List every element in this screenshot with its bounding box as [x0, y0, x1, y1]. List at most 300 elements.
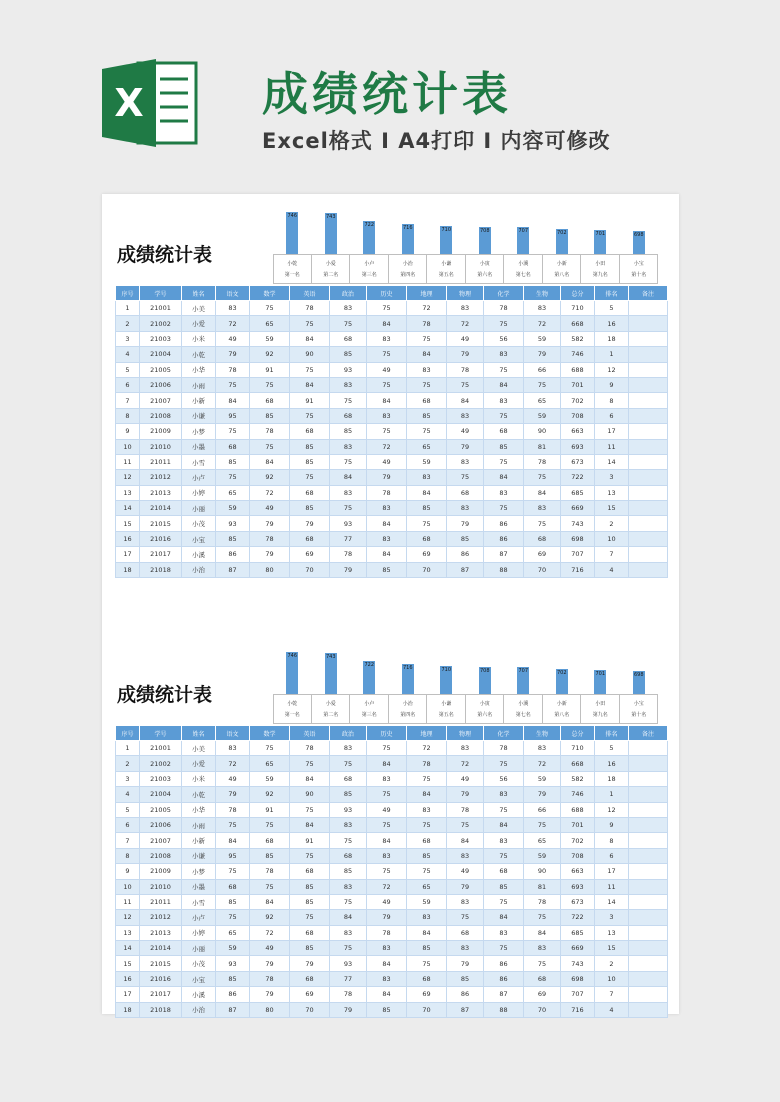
table-cell[interactable]: 68 [250, 393, 290, 408]
table-cell[interactable]: 72 [216, 316, 250, 331]
table-cell[interactable]: 84 [367, 987, 407, 1002]
table-cell[interactable]: 21005 [140, 362, 182, 377]
table-cell[interactable]: 710 [561, 741, 595, 756]
table-cell[interactable]: 3 [116, 771, 140, 786]
table-cell[interactable]: 79 [524, 787, 561, 802]
table-cell[interactable]: 93 [330, 802, 367, 817]
table-cell[interactable] [629, 1002, 668, 1017]
table-cell[interactable]: 75 [524, 470, 561, 485]
table-cell[interactable]: 75 [407, 377, 447, 392]
table-cell[interactable]: 75 [407, 771, 447, 786]
table-cell[interactable]: 663 [561, 864, 595, 879]
table-cell[interactable]: 11 [595, 439, 629, 454]
table-cell[interactable]: 93 [330, 956, 367, 971]
table-cell[interactable]: 12 [595, 362, 629, 377]
table-cell[interactable]: 72 [407, 741, 447, 756]
table-cell[interactable]: 78 [290, 741, 330, 756]
table-cell[interactable] [629, 941, 668, 956]
table-cell[interactable]: 85 [447, 531, 484, 546]
table-cell[interactable]: 79 [216, 347, 250, 362]
table-cell[interactable]: 65 [524, 833, 561, 848]
table-cell[interactable] [629, 516, 668, 531]
table-cell[interactable]: 68 [290, 485, 330, 500]
table-cell[interactable]: 85 [290, 894, 330, 909]
table-cell[interactable]: 小婷 [182, 485, 216, 500]
table-cell[interactable]: 83 [447, 501, 484, 516]
table-cell[interactable]: 746 [561, 347, 595, 362]
table-cell[interactable]: 707 [561, 987, 595, 1002]
table-cell[interactable]: 81 [524, 439, 561, 454]
table-cell[interactable]: 85 [484, 879, 524, 894]
table-cell[interactable]: 701 [561, 817, 595, 832]
table-cell[interactable]: 85 [407, 848, 447, 863]
table-cell[interactable]: 84 [290, 817, 330, 832]
table-cell[interactable] [629, 956, 668, 971]
table-cell[interactable]: 21005 [140, 802, 182, 817]
table-cell[interactable]: 85 [250, 848, 290, 863]
table-cell[interactable]: 21004 [140, 787, 182, 802]
table-cell[interactable]: 49 [447, 864, 484, 879]
table-cell[interactable]: 78 [367, 925, 407, 940]
table-cell[interactable]: 673 [561, 454, 595, 469]
table-cell[interactable]: 698 [561, 971, 595, 986]
table-cell[interactable]: 75 [250, 741, 290, 756]
table-cell[interactable]: 669 [561, 501, 595, 516]
table-cell[interactable]: 小婷 [182, 925, 216, 940]
table-cell[interactable]: 668 [561, 756, 595, 771]
table-cell[interactable]: 78 [250, 864, 290, 879]
table-cell[interactable]: 83 [367, 848, 407, 863]
table-cell[interactable]: 85 [407, 501, 447, 516]
table-cell[interactable]: 85 [216, 454, 250, 469]
table-cell[interactable]: 83 [367, 531, 407, 546]
table-cell[interactable]: 21017 [140, 987, 182, 1002]
table-cell[interactable]: 49 [367, 802, 407, 817]
table-cell[interactable]: 78 [407, 316, 447, 331]
table-cell[interactable]: 小梦 [182, 424, 216, 439]
table-cell[interactable]: 582 [561, 331, 595, 346]
table-cell[interactable]: 75 [407, 864, 447, 879]
table-cell[interactable]: 707 [561, 547, 595, 562]
table-cell[interactable]: 8 [595, 393, 629, 408]
table-cell[interactable]: 59 [524, 408, 561, 423]
table-cell[interactable]: 21008 [140, 408, 182, 423]
table-cell[interactable]: 21008 [140, 848, 182, 863]
table-cell[interactable]: 77 [330, 971, 367, 986]
table-cell[interactable]: 72 [250, 925, 290, 940]
table-cell[interactable]: 16 [116, 531, 140, 546]
table-cell[interactable]: 95 [216, 848, 250, 863]
table-cell[interactable]: 17 [116, 547, 140, 562]
table-cell[interactable]: 5 [595, 301, 629, 316]
table-cell[interactable]: 68 [290, 531, 330, 546]
table-cell[interactable]: 75 [216, 470, 250, 485]
table-cell[interactable]: 14 [116, 501, 140, 516]
table-cell[interactable]: 85 [447, 971, 484, 986]
table-cell[interactable]: 18 [116, 562, 140, 577]
table-cell[interactable]: 84 [447, 393, 484, 408]
table-cell[interactable]: 83 [447, 894, 484, 909]
table-cell[interactable]: 701 [561, 377, 595, 392]
table-cell[interactable] [629, 987, 668, 1002]
table-cell[interactable]: 83 [484, 833, 524, 848]
table-cell[interactable] [629, 424, 668, 439]
table-cell[interactable]: 1 [116, 741, 140, 756]
table-cell[interactable]: 59 [216, 941, 250, 956]
table-cell[interactable]: 93 [216, 516, 250, 531]
table-cell[interactable]: 21007 [140, 833, 182, 848]
table-cell[interactable]: 668 [561, 316, 595, 331]
table-cell[interactable]: 83 [367, 941, 407, 956]
table-cell[interactable]: 68 [290, 864, 330, 879]
table-cell[interactable]: 79 [524, 347, 561, 362]
table-cell[interactable]: 10 [116, 439, 140, 454]
table-cell[interactable]: 小爱 [182, 316, 216, 331]
table-cell[interactable]: 65 [407, 439, 447, 454]
table-cell[interactable]: 75 [216, 377, 250, 392]
table-cell[interactable]: 90 [290, 787, 330, 802]
table-cell[interactable]: 小丽 [182, 501, 216, 516]
table-cell[interactable]: 83 [524, 741, 561, 756]
table-cell[interactable]: 83 [524, 501, 561, 516]
table-cell[interactable]: 84 [407, 787, 447, 802]
table-cell[interactable] [629, 833, 668, 848]
table-cell[interactable]: 663 [561, 424, 595, 439]
table-cell[interactable]: 75 [484, 848, 524, 863]
table-cell[interactable]: 68 [407, 393, 447, 408]
table-cell[interactable]: 83 [447, 941, 484, 956]
table-cell[interactable]: 2 [116, 316, 140, 331]
table-cell[interactable]: 72 [216, 756, 250, 771]
table-cell[interactable]: 93 [330, 516, 367, 531]
table-cell[interactable]: 79 [290, 956, 330, 971]
table-cell[interactable]: 716 [561, 562, 595, 577]
table-cell[interactable]: 79 [447, 787, 484, 802]
table-cell[interactable]: 68 [524, 971, 561, 986]
table-cell[interactable]: 83 [330, 301, 367, 316]
table-cell[interactable]: 83 [330, 879, 367, 894]
table-cell[interactable]: 75 [407, 817, 447, 832]
table-cell[interactable]: 75 [216, 910, 250, 925]
table-cell[interactable]: 小米 [182, 331, 216, 346]
table-cell[interactable]: 708 [561, 408, 595, 423]
table-cell[interactable]: 59 [407, 454, 447, 469]
table-cell[interactable]: 15 [116, 956, 140, 971]
table-cell[interactable]: 21006 [140, 817, 182, 832]
table-cell[interactable]: 4 [595, 1002, 629, 1017]
table-cell[interactable]: 84 [484, 910, 524, 925]
table-cell[interactable]: 12 [595, 802, 629, 817]
table-cell[interactable]: 小溪 [182, 547, 216, 562]
table-cell[interactable]: 85 [290, 454, 330, 469]
table-cell[interactable]: 59 [524, 771, 561, 786]
table-cell[interactable]: 4 [116, 347, 140, 362]
table-cell[interactable]: 68 [216, 439, 250, 454]
table-cell[interactable]: 83 [330, 741, 367, 756]
table-cell[interactable]: 83 [447, 408, 484, 423]
table-cell[interactable] [629, 562, 668, 577]
table-cell[interactable]: 702 [561, 393, 595, 408]
table-cell[interactable]: 91 [250, 802, 290, 817]
table-cell[interactable]: 68 [484, 864, 524, 879]
table-cell[interactable]: 85 [290, 941, 330, 956]
table-cell[interactable]: 79 [367, 910, 407, 925]
table-cell[interactable]: 68 [330, 771, 367, 786]
table-cell[interactable]: 79 [290, 516, 330, 531]
table-cell[interactable]: 85 [484, 439, 524, 454]
table-cell[interactable]: 78 [330, 987, 367, 1002]
table-cell[interactable]: 702 [561, 833, 595, 848]
table-cell[interactable]: 2 [595, 956, 629, 971]
table-cell[interactable]: 65 [216, 485, 250, 500]
table-cell[interactable]: 68 [290, 971, 330, 986]
table-cell[interactable]: 21010 [140, 879, 182, 894]
table-cell[interactable] [629, 802, 668, 817]
table-cell[interactable]: 87 [447, 1002, 484, 1017]
table-cell[interactable]: 小美 [182, 301, 216, 316]
table-cell[interactable]: 59 [250, 771, 290, 786]
table-cell[interactable]: 75 [330, 501, 367, 516]
table-cell[interactable]: 1 [595, 347, 629, 362]
table-cell[interactable]: 83 [484, 393, 524, 408]
table-cell[interactable]: 84 [290, 771, 330, 786]
table-cell[interactable]: 72 [367, 439, 407, 454]
table-cell[interactable]: 70 [407, 1002, 447, 1017]
table-cell[interactable]: 11 [595, 879, 629, 894]
table-cell[interactable]: 75 [250, 817, 290, 832]
table-cell[interactable]: 688 [561, 802, 595, 817]
table-cell[interactable]: 6 [595, 408, 629, 423]
table-cell[interactable]: 83 [484, 787, 524, 802]
table-cell[interactable]: 65 [250, 756, 290, 771]
table-cell[interactable]: 70 [524, 1002, 561, 1017]
table-cell[interactable]: 21015 [140, 956, 182, 971]
table-cell[interactable]: 83 [330, 817, 367, 832]
table-cell[interactable]: 21010 [140, 439, 182, 454]
table-cell[interactable]: 65 [407, 879, 447, 894]
table-cell[interactable]: 68 [290, 424, 330, 439]
table-cell[interactable]: 85 [216, 531, 250, 546]
table-cell[interactable]: 7 [595, 987, 629, 1002]
table-cell[interactable]: 68 [407, 971, 447, 986]
table-cell[interactable]: 79 [447, 439, 484, 454]
table-cell[interactable]: 84 [290, 331, 330, 346]
table-cell[interactable]: 79 [250, 547, 290, 562]
table-cell[interactable]: 69 [524, 547, 561, 562]
table-cell[interactable]: 84 [447, 833, 484, 848]
table-cell[interactable]: 49 [447, 424, 484, 439]
table-cell[interactable]: 小雪 [182, 454, 216, 469]
table-cell[interactable]: 75 [407, 424, 447, 439]
table-cell[interactable] [629, 971, 668, 986]
table-cell[interactable]: 16 [595, 756, 629, 771]
table-cell[interactable]: 75 [250, 879, 290, 894]
table-cell[interactable]: 722 [561, 470, 595, 485]
table-cell[interactable] [629, 925, 668, 940]
table-cell[interactable]: 21003 [140, 331, 182, 346]
table-cell[interactable]: 13 [595, 485, 629, 500]
table-cell[interactable]: 21016 [140, 971, 182, 986]
table-cell[interactable]: 84 [524, 925, 561, 940]
table-cell[interactable]: 小梦 [182, 864, 216, 879]
table-cell[interactable]: 86 [484, 971, 524, 986]
table-cell[interactable]: 75 [484, 454, 524, 469]
table-cell[interactable]: 75 [290, 910, 330, 925]
table-cell[interactable]: 66 [524, 362, 561, 377]
table-cell[interactable]: 49 [216, 331, 250, 346]
table-cell[interactable] [629, 408, 668, 423]
table-cell[interactable]: 68 [216, 879, 250, 894]
table-cell[interactable]: 83 [367, 971, 407, 986]
table-cell[interactable]: 小雪 [182, 894, 216, 909]
table-cell[interactable]: 88 [484, 562, 524, 577]
table-cell[interactable]: 83 [484, 485, 524, 500]
table-cell[interactable]: 小墨 [182, 879, 216, 894]
table-cell[interactable]: 75 [447, 377, 484, 392]
table-cell[interactable]: 21018 [140, 562, 182, 577]
table-cell[interactable]: 75 [524, 910, 561, 925]
table-cell[interactable]: 75 [216, 817, 250, 832]
table-cell[interactable]: 75 [367, 864, 407, 879]
table-cell[interactable]: 743 [561, 956, 595, 971]
table-cell[interactable]: 75 [484, 408, 524, 423]
table-cell[interactable]: 83 [330, 485, 367, 500]
table-cell[interactable]: 83 [447, 848, 484, 863]
table-cell[interactable]: 13 [116, 485, 140, 500]
table-cell[interactable]: 84 [367, 756, 407, 771]
table-cell[interactable]: 49 [250, 941, 290, 956]
table-cell[interactable]: 93 [330, 362, 367, 377]
table-cell[interactable]: 85 [367, 562, 407, 577]
table-cell[interactable]: 84 [250, 454, 290, 469]
table-cell[interactable]: 83 [216, 301, 250, 316]
table-cell[interactable]: 21002 [140, 756, 182, 771]
table-cell[interactable]: 85 [407, 408, 447, 423]
table-cell[interactable]: 75 [250, 439, 290, 454]
table-cell[interactable]: 85 [290, 501, 330, 516]
table-cell[interactable]: 65 [250, 316, 290, 331]
table-cell[interactable]: 685 [561, 485, 595, 500]
table-cell[interactable]: 21009 [140, 864, 182, 879]
table-cell[interactable]: 小华 [182, 802, 216, 817]
table-cell[interactable]: 84 [367, 316, 407, 331]
table-cell[interactable]: 68 [407, 531, 447, 546]
table-cell[interactable]: 9 [116, 424, 140, 439]
table-cell[interactable]: 小雨 [182, 817, 216, 832]
table-cell[interactable]: 85 [330, 787, 367, 802]
table-cell[interactable]: 81 [524, 879, 561, 894]
table-cell[interactable]: 84 [407, 485, 447, 500]
table-cell[interactable] [629, 894, 668, 909]
table-cell[interactable]: 2 [116, 756, 140, 771]
table-cell[interactable]: 21004 [140, 347, 182, 362]
table-cell[interactable]: 75 [367, 347, 407, 362]
table-cell[interactable]: 95 [216, 408, 250, 423]
table-cell[interactable]: 小谦 [182, 848, 216, 863]
table-cell[interactable] [629, 547, 668, 562]
table-cell[interactable]: 小新 [182, 393, 216, 408]
table-cell[interactable]: 673 [561, 894, 595, 909]
table-cell[interactable] [629, 377, 668, 392]
table-cell[interactable]: 18 [595, 771, 629, 786]
table-cell[interactable]: 75 [330, 756, 367, 771]
table-cell[interactable]: 83 [330, 377, 367, 392]
table-cell[interactable]: 78 [524, 894, 561, 909]
table-cell[interactable]: 小爱 [182, 756, 216, 771]
table-cell[interactable]: 75 [524, 516, 561, 531]
table-cell[interactable]: 87 [216, 1002, 250, 1017]
table-cell[interactable]: 93 [216, 956, 250, 971]
table-cell[interactable]: 21018 [140, 1002, 182, 1017]
table-cell[interactable]: 小华 [182, 362, 216, 377]
table-cell[interactable]: 75 [290, 470, 330, 485]
table-cell[interactable] [629, 864, 668, 879]
table-cell[interactable]: 14 [595, 894, 629, 909]
table-cell[interactable] [629, 848, 668, 863]
table-cell[interactable] [629, 771, 668, 786]
table-cell[interactable]: 72 [250, 485, 290, 500]
table-cell[interactable]: 75 [484, 756, 524, 771]
table-cell[interactable]: 75 [250, 377, 290, 392]
table-cell[interactable]: 59 [524, 331, 561, 346]
table-cell[interactable]: 85 [407, 941, 447, 956]
table-cell[interactable]: 77 [330, 531, 367, 546]
table-cell[interactable]: 722 [561, 910, 595, 925]
table-cell[interactable]: 75 [484, 941, 524, 956]
table-cell[interactable]: 75 [367, 741, 407, 756]
table-cell[interactable] [629, 879, 668, 894]
table-cell[interactable]: 14 [595, 454, 629, 469]
table-cell[interactable]: 18 [595, 331, 629, 346]
table-cell[interactable]: 83 [484, 925, 524, 940]
table-cell[interactable]: 69 [290, 547, 330, 562]
table-cell[interactable]: 92 [250, 910, 290, 925]
table-cell[interactable]: 小宝 [182, 971, 216, 986]
table-cell[interactable]: 3 [116, 331, 140, 346]
table-cell[interactable]: 83 [484, 347, 524, 362]
table-cell[interactable]: 68 [330, 408, 367, 423]
table-cell[interactable]: 75 [216, 864, 250, 879]
table-cell[interactable] [629, 910, 668, 925]
table-cell[interactable]: 75 [407, 956, 447, 971]
table-cell[interactable]: 68 [407, 833, 447, 848]
table-cell[interactable]: 21012 [140, 470, 182, 485]
table-cell[interactable] [629, 362, 668, 377]
table-cell[interactable]: 21009 [140, 424, 182, 439]
table-cell[interactable]: 16 [595, 316, 629, 331]
table-cell[interactable] [629, 393, 668, 408]
table-cell[interactable]: 小谦 [182, 408, 216, 423]
table-cell[interactable]: 21013 [140, 925, 182, 940]
table-cell[interactable]: 68 [484, 424, 524, 439]
table-cell[interactable]: 75 [367, 301, 407, 316]
table-cell[interactable]: 5 [116, 802, 140, 817]
table-cell[interactable]: 21001 [140, 301, 182, 316]
table-cell[interactable]: 75 [330, 454, 367, 469]
table-cell[interactable]: 78 [524, 454, 561, 469]
table-cell[interactable]: 8 [116, 848, 140, 863]
table-cell[interactable]: 83 [407, 362, 447, 377]
table-cell[interactable]: 83 [447, 301, 484, 316]
table-cell[interactable]: 90 [290, 347, 330, 362]
table-cell[interactable]: 79 [250, 956, 290, 971]
table-cell[interactable]: 小卢 [182, 470, 216, 485]
table-cell[interactable]: 1 [595, 787, 629, 802]
table-cell[interactable] [629, 316, 668, 331]
table-cell[interactable]: 2 [595, 516, 629, 531]
table-cell[interactable]: 75 [484, 316, 524, 331]
table-cell[interactable]: 68 [447, 485, 484, 500]
